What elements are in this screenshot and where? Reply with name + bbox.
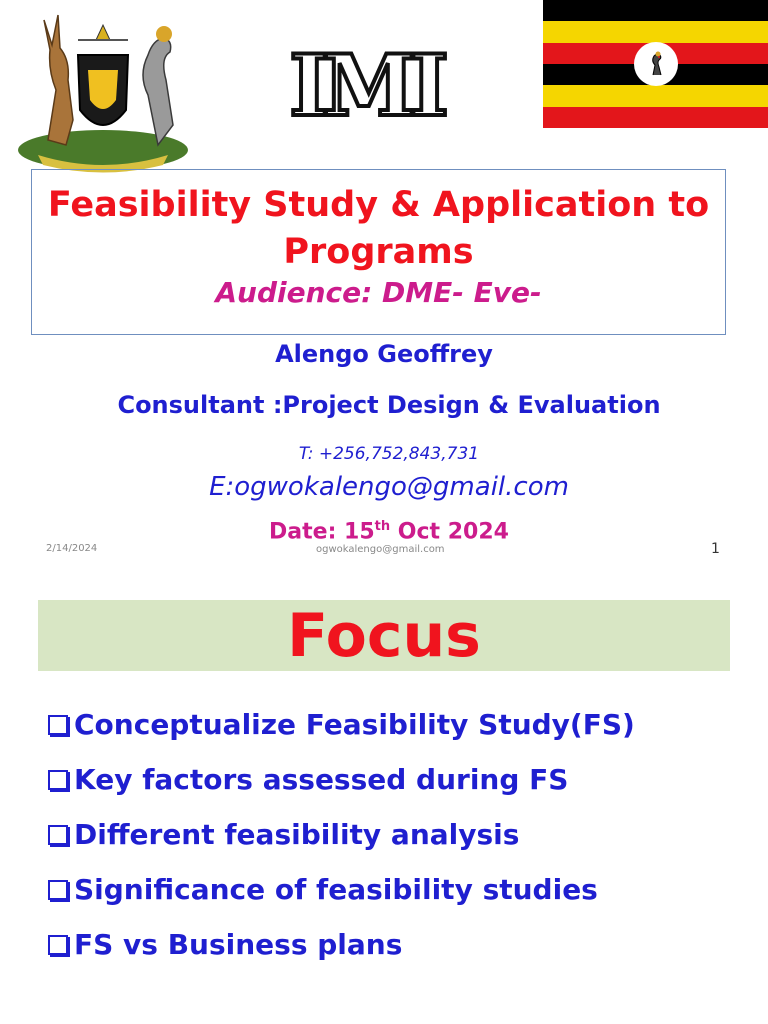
checkbox-icon xyxy=(48,825,68,845)
imi-logo: IMI xyxy=(289,35,443,135)
title-box xyxy=(31,169,726,335)
date-rest: Oct 2024 xyxy=(390,519,509,545)
focus-list xyxy=(48,697,635,972)
date-suffix: th xyxy=(374,519,391,534)
list-item-text: Key factors assessed during FS xyxy=(74,762,569,796)
slide-title: Feasibility Study & Application to Programs xyxy=(47,185,710,272)
list-item xyxy=(48,917,635,972)
date-label: Date: 15 xyxy=(269,519,375,545)
focus-slide xyxy=(0,585,768,1024)
phone-number: T: +256,752,843,731 xyxy=(298,444,480,464)
email-address: E:ogwokalengo@gmail.com xyxy=(209,472,569,502)
author-role: Consultant :Project Design & Evaluation xyxy=(117,391,661,419)
focus-header xyxy=(38,600,730,671)
list-item-text: Significance of feasibility studies xyxy=(74,872,598,906)
coat-of-arms-icon xyxy=(8,0,198,175)
checkbox-icon xyxy=(48,715,68,735)
crane-emblem-icon xyxy=(634,42,678,86)
presentation-date xyxy=(0,519,768,544)
list-item xyxy=(48,752,635,807)
checkbox-icon xyxy=(48,770,68,790)
list-item xyxy=(48,807,635,862)
checkbox-icon xyxy=(48,935,68,955)
audience-text: Audience: DME- Eve- xyxy=(215,276,542,309)
list-item-text: FS vs Business plans xyxy=(74,927,403,961)
list-item xyxy=(48,697,635,752)
checkbox-icon xyxy=(48,880,68,900)
list-item-text: Different feasibility analysis xyxy=(74,817,520,851)
page-number: 1 xyxy=(711,541,720,557)
list-item-text: Conceptualize Feasibility Study(FS) xyxy=(74,707,635,741)
list-item xyxy=(48,862,635,917)
footer-email: ogwokalengo@gmail.com xyxy=(316,544,445,555)
focus-title: Focus xyxy=(287,600,481,671)
author-name: Alengo Geoffrey xyxy=(275,340,493,368)
uganda-flag-icon xyxy=(543,0,768,128)
footer-date: 2/14/2024 xyxy=(46,543,98,554)
